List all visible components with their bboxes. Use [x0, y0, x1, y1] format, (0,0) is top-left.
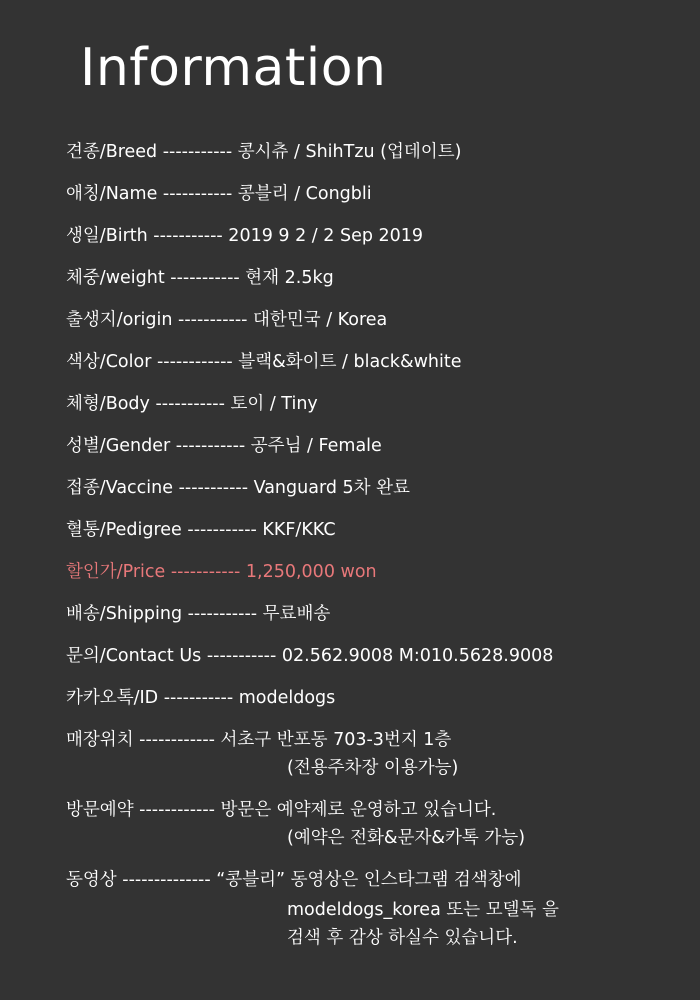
info-row-pedigree: 혈통/Pedigree ----------- KKF/KKC: [66, 520, 336, 540]
info-row-video: 동영상 -------------- “콩블리” 동영상은 인스타그램 검색창에: [66, 870, 522, 890]
info-row-color: 색상/Color ------------ 블랙&화이트 / black&white: [66, 352, 462, 372]
info-row-breed: 견종/Breed ----------- 콩시츄 / ShihTzu (업데이트): [66, 142, 462, 162]
info-row-contact: 문의/Contact Us ----------- 02.562.9008 M:010.5628.9008: [66, 646, 554, 666]
info-row-visit-note: (예약은 전화&문자&카톡 가능): [287, 828, 526, 848]
info-row-gender: 성별/Gender ----------- 공주님 / Female: [66, 436, 382, 456]
info-row-shipping: 배송/Shipping ----------- 무료배송: [66, 604, 331, 624]
info-row-price: 할인가/Price ----------- 1,250,000 won: [66, 562, 377, 582]
info-row-birth: 생일/Birth ----------- 2019 9 2 / 2 Sep 2019: [66, 226, 424, 246]
info-row-body: 체형/Body ----------- 토이 / Tiny: [66, 394, 318, 414]
info-row-weight: 체중/weight ----------- 현재 2.5kg: [66, 268, 334, 288]
info-row-visit: 방문예약 ------------ 방문은 예약제로 운영하고 있습니다.: [66, 800, 497, 820]
info-row-name: 애칭/Name ----------- 콩블리 / Congbli: [66, 184, 372, 204]
info-row-location: 매장위치 ------------ 서초구 반포동 703-3번지 1층: [66, 730, 452, 750]
info-row-vaccine: 접종/Vaccine ----------- Vanguard 5차 완료: [66, 478, 410, 498]
page-title: Information: [80, 38, 387, 98]
info-row-kakao-id: 카카오톡/ID ----------- modeldogs: [66, 688, 336, 708]
info-row-location-note: (전용주차장 이용가능): [287, 758, 459, 778]
info-row-video-line3: 검색 후 감상 하실수 있습니다.: [287, 928, 518, 948]
info-row-origin: 출생지/origin ----------- 대한민국 / Korea: [66, 310, 388, 330]
info-row-video-line2: modeldogs_korea 또는 모델독 을: [287, 900, 559, 920]
